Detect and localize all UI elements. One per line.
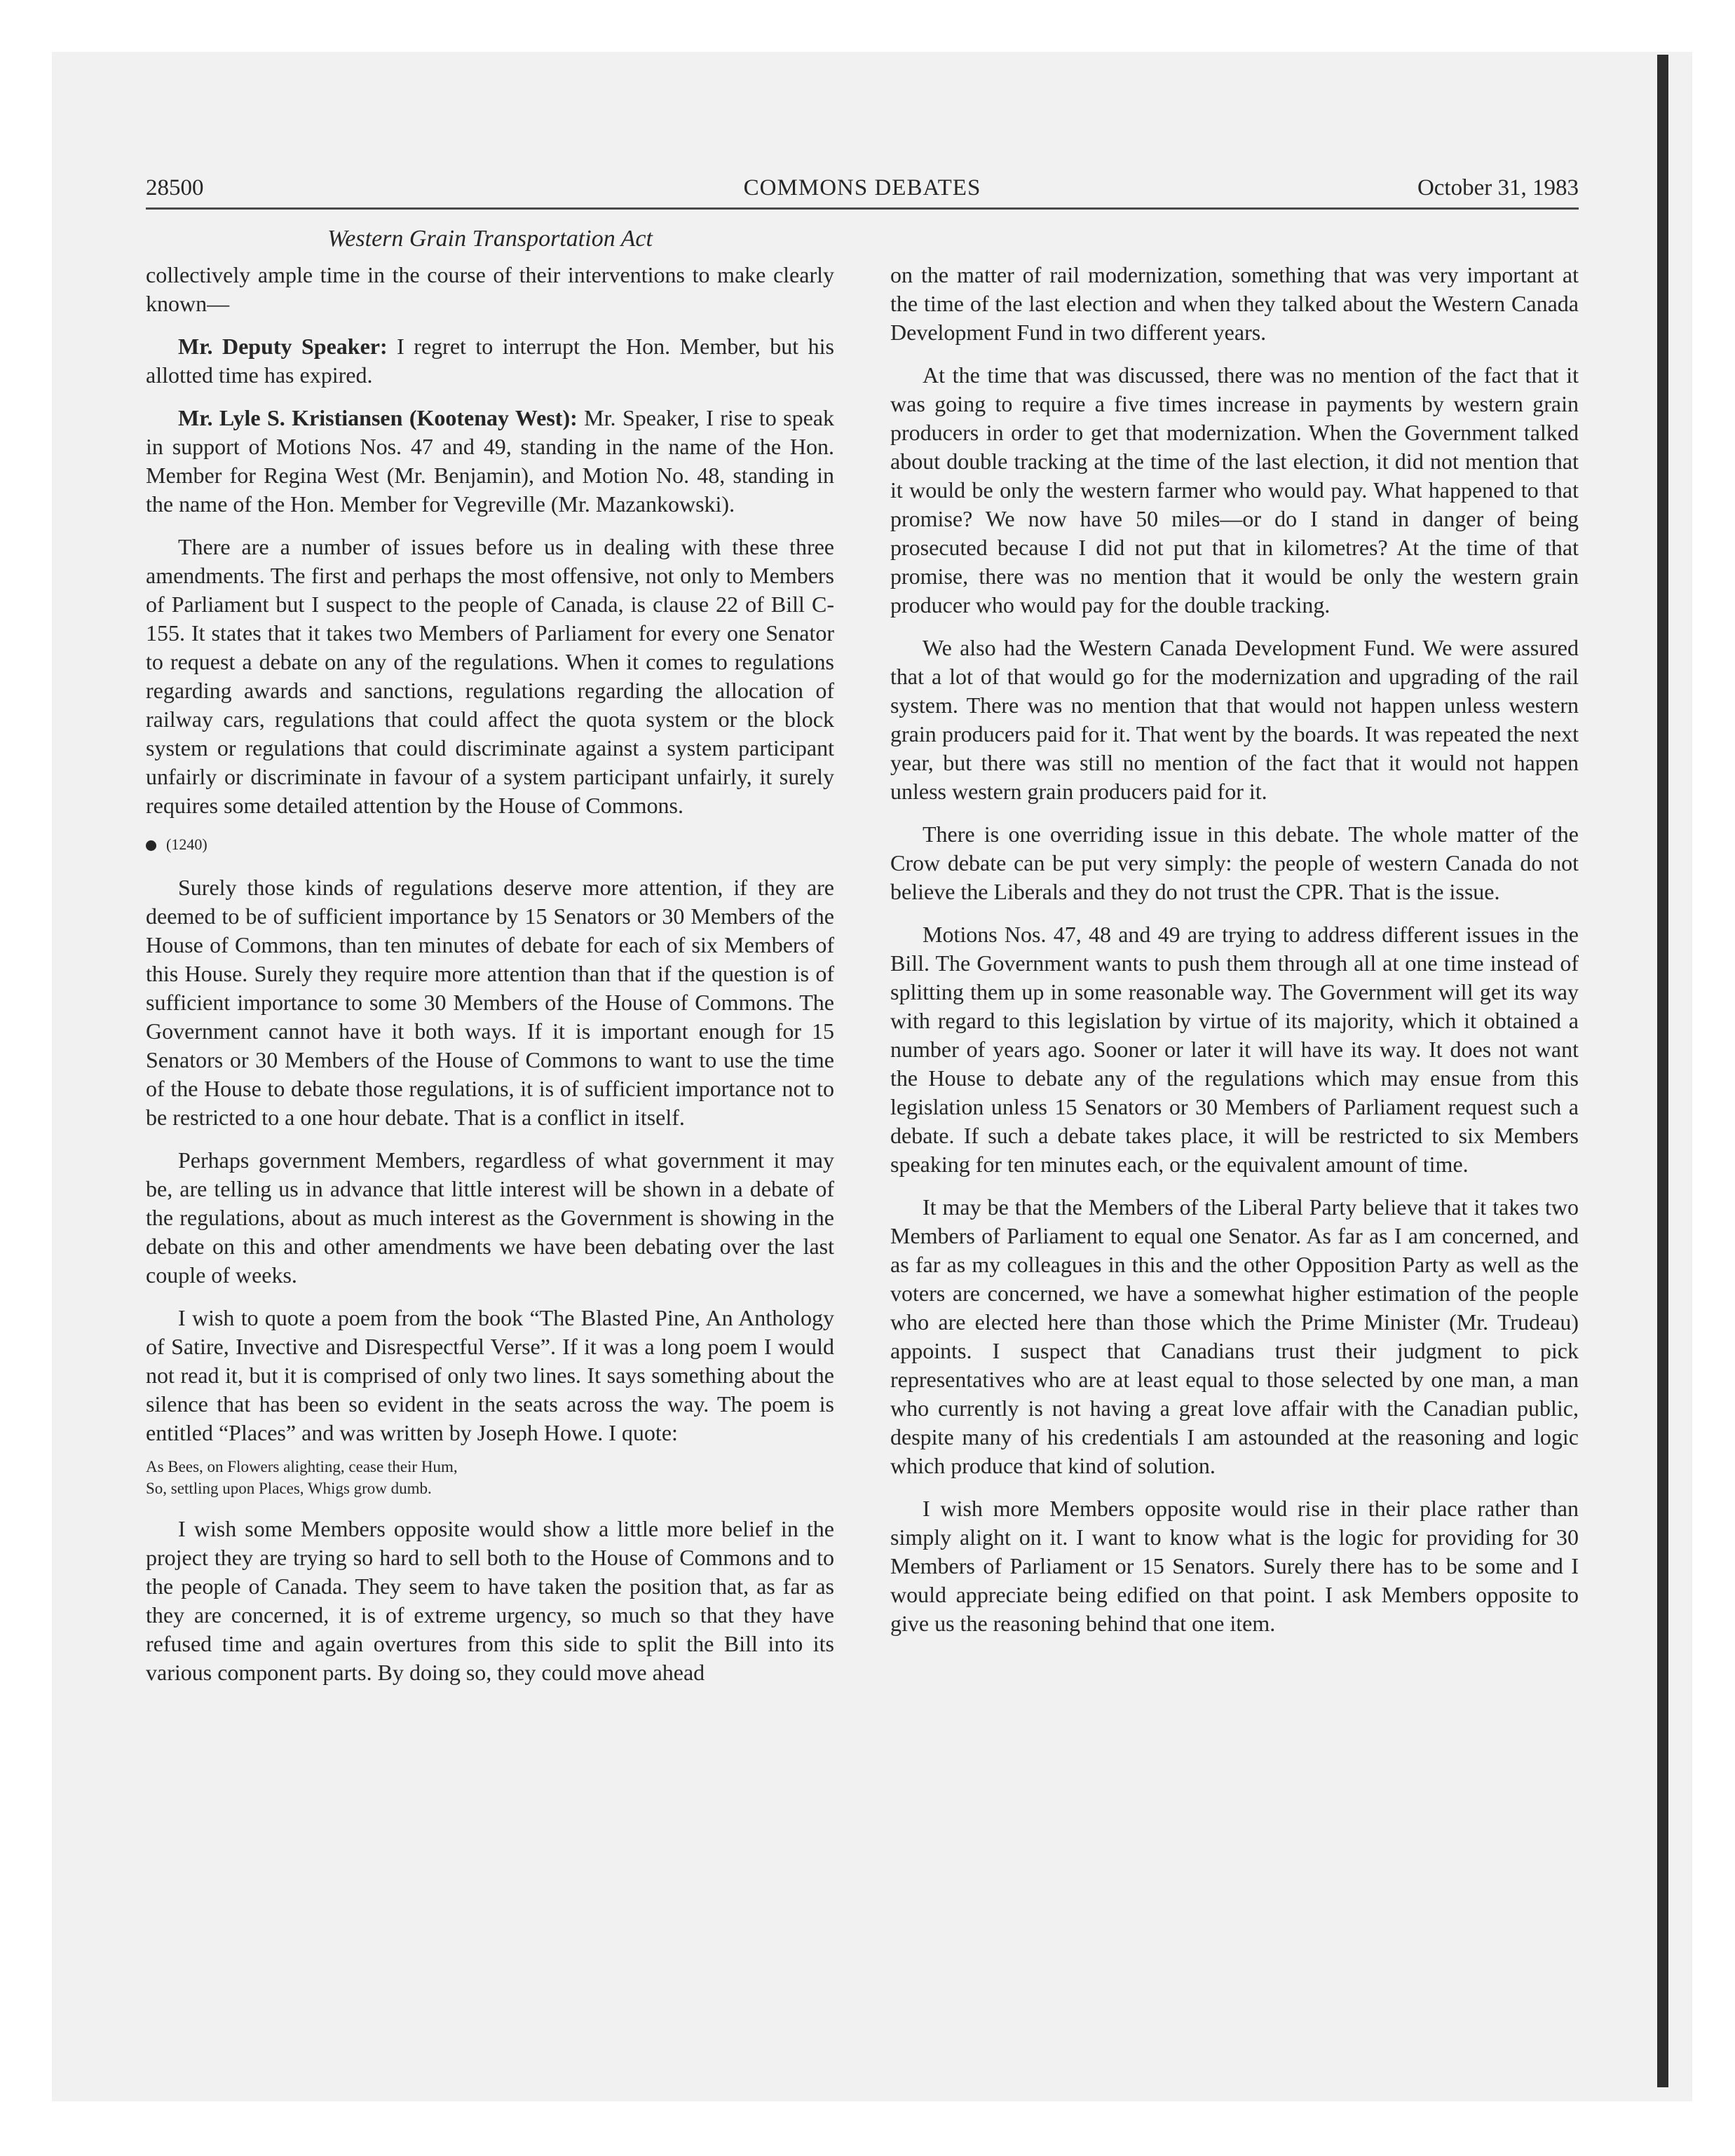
speech-text: Mr. Speaker, I rise to speak in support of Motions Nos. 47 and 49, standing in the name of the Hon. Member for Regina West (Mr. Benjamin), and Motion No. 48, standing in the name of the Hon. Member for Vegreville (Mr. Mazankowski). xyxy=(146,405,835,517)
paragraph: Surely those kinds of regulations deserve more attention, if they are deemed to be of sufficient importance by 15 Senators or 30 Members of the House of Commons, than ten minutes of debate for each of six Members of this House. Surely they require more attention than that if the question is of sufficient importance to some 30 Members of the House of Commons. The Government cannot have it both ways. If it is important enough for 15 Senators or 30 Members of the House of Commons to want to use the time of the House to debate those regulations, it is of sufficient importance not to be restricted to a one hour debate. That is a conflict in itself. xyxy=(146,875,834,1130)
scan-edge-bar xyxy=(1657,55,1668,2087)
publication-title: COMMONS DEBATES xyxy=(743,175,981,200)
paragraph: I wish to quote a poem from the book “The Blasted Pine, An Anthology of Satire, Invective and Disrespectful Verse”. If it was a long poem I would not read it, but it is comprised of only two lines. It says something about the silence that has been so evident in the seats across the way. The poem is entitled “Places” and was written by Joseph Howe. I quote: xyxy=(146,1305,834,1445)
paragraph: I wish some Members opposite would show a little more belief in the project they are trying so hard to sell both to the House of Commons and to the people of Canada. They seem to have taken the position that, as far as they are concerned, it is of extreme urgency, so much so that they have refused time and again overtures from this side to split the Bill into its various component parts. By doing so, they could move ahead xyxy=(146,1516,834,1685)
speaker-name: Mr. Deputy Speaker: xyxy=(178,334,388,359)
running-title: Western Grain Transportation Act xyxy=(327,226,653,252)
left-column xyxy=(146,261,834,1701)
poem-line: As Bees, on Flowers alighting, cease their Hum, xyxy=(146,1458,458,1475)
header-rule xyxy=(146,207,1579,210)
paragraph: There is one overriding issue in this debate. The whole matter of the Crow debate can be put very simply: the people of western Canada do not believe the Liberals and they do not trust the CPR. That is the issue. xyxy=(890,821,1579,904)
time-marker-label: (1240) xyxy=(166,835,207,853)
paragraph: on the matter of rail modernization, something that was very important at the time of the last election and when they talked about the Western Canada Development Fund in two different years. xyxy=(890,262,1579,345)
page-header xyxy=(146,175,1579,206)
bullet-icon xyxy=(146,840,156,851)
right-column xyxy=(890,261,1579,1652)
speech-text: I regret to interrupt the Hon. Member, but his allotted time has expired. xyxy=(146,334,835,388)
paragraph: I wish more Members opposite would rise in their place rather than simply alight on it. I want to know what is the logic for providing for 30 Members of Parliament or 15 Senators. Surely there has to be some and I would appreciate being edified on that point. I ask Members opposite to give us the reasoning behind that one item. xyxy=(890,1496,1579,1636)
paragraph xyxy=(146,404,834,519)
paragraph: Perhaps government Members, regardless of what government it may be, are telling us in advance that little interest will be shown in a debate of the regulations, about as much interest as the Government is showing in the debate on this and other amendments we have been debating over the last couple of weeks. xyxy=(146,1147,834,1288)
page-date: October 31, 1983 xyxy=(1417,175,1579,200)
page-number: 28500 xyxy=(146,175,204,200)
paragraph: We also had the Western Canada Development Fund. We were assured that a lot of that would go for the modernization and upgrading of the rail system. There was no mention that that would not happen unless western grain producers paid for it. That went by the boards. It was repeated the next year, but there was still no mention of the fact that it would not happen unless western grain producers paid for it. xyxy=(890,635,1579,804)
speaker-name: Mr. Lyle S. Kristiansen (Kootenay West): xyxy=(178,405,578,430)
paragraph: It may be that the Members of the Liberal Party believe that it takes two Members of Parliament to equal one Senator. As far as I am concerned, and as far as my colleagues in this and the other Opposition Party as well as the voters are concerned, we have a somewhat higher estimation of the people who are elected here than those which the Prime Minister (Mr. Trudeau) appoints. I suspect that Canadians trust their judgment to pick representatives who are at least equal to those selected by one man, a man who currently is not having a great love affair with the Canadian public, despite many of his credentials I am astounded at the reasoning and logic which produce that kind of solution. xyxy=(890,1194,1579,1478)
paragraph: At the time that was discussed, there was no mention of the fact that it was going to require a five times increase in payments by western grain producers in order to get that modernization. When the Government talked about double tracking at the time of the last election, it did not mention that it would be only the western farmer who would pay. What happened to that promise? We now have 50 miles—or do I stand in danger of being prosecuted because I did not put that in kilometres? At the time of that promise, there was no mention that it would be only the western grain producer who would pay for the double tracking. xyxy=(890,362,1579,618)
paragraph: There are a number of issues before us in dealing with these three amendments. The first and perhaps the most offensive, not only to Members of Parliament but I suspect to the people of Canada, is clause 22 of Bill C-155. It states that it takes two Members of Parliament for every one Senator to request a debate on any of the regulations. When it comes to regulations regarding awards and sanctions, regulations regarding the allocation of railway cars, regulations that could affect the quota system or the block system or regulations that could discriminate against a system participant unfairly or discriminate in favour of a system participant unfairly, it surely requires some detailed attention by the House of Commons. xyxy=(146,534,834,818)
poem-quote xyxy=(146,1456,834,1499)
time-marker xyxy=(146,834,834,855)
paragraph xyxy=(146,332,834,390)
paragraph: Motions Nos. 47, 48 and 49 are trying to address different issues in the Bill. The Government wants to push them through all at one time instead of splitting them up in some reasonable way. The Government will get its way with regard to this legislation by virtue of its majority, which it obtained a number of years ago. Sooner or later it will have its way. It does not want the House to debate any of the regulations which may ensue from this legislation unless 15 Senators or 30 Members of Parliament request such a debate. If such a debate takes place, it will be restricted to six Members speaking for ten minutes each, or the equivalent amount of time. xyxy=(890,922,1579,1177)
poem-line: So, settling upon Places, Whigs grow dumb. xyxy=(146,1480,432,1497)
paragraph: collectively ample time in the course of their interventions to make clearly known— xyxy=(146,262,834,316)
